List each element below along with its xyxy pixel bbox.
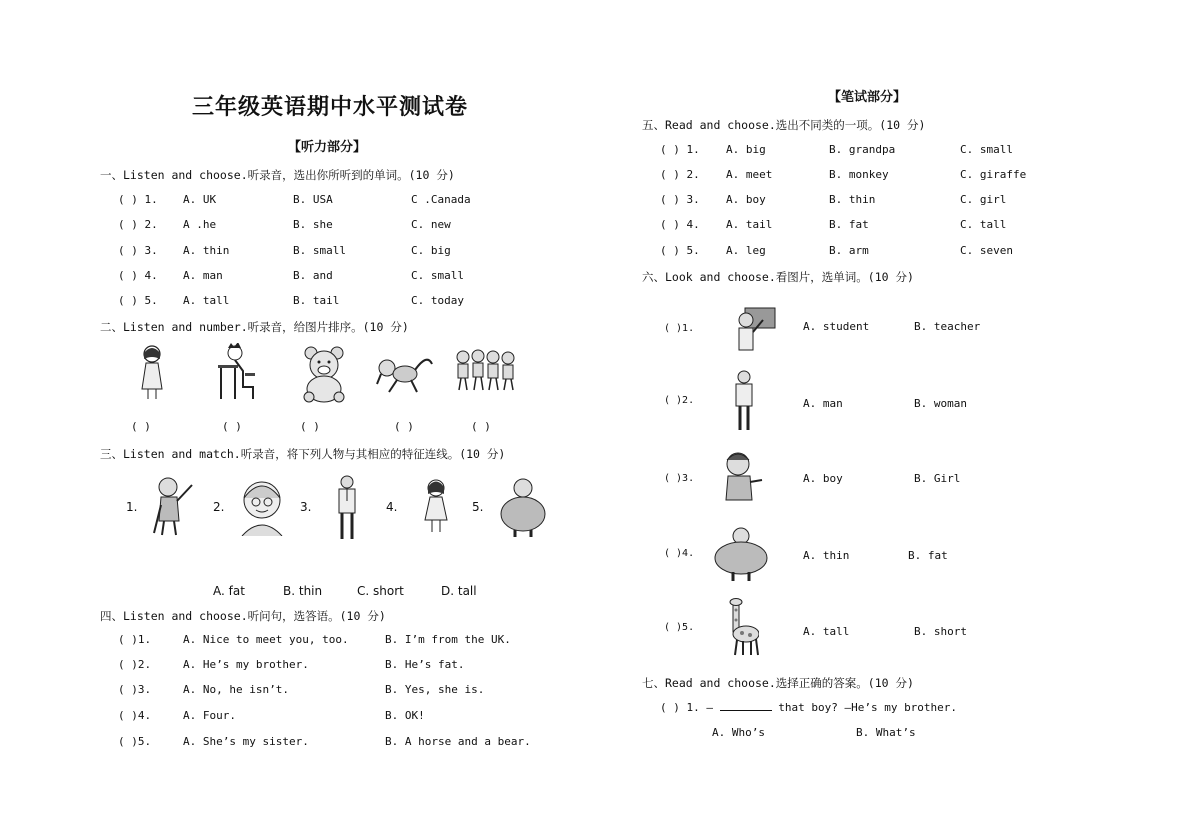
- s4-q3-bracket[interactable]: ( )3.: [118, 683, 152, 696]
- s4-q2-option-b: B. He’s fat.: [385, 658, 465, 671]
- s4-q1-bracket[interactable]: ( )1.: [118, 633, 152, 646]
- s2-bracket-5[interactable]: ( ): [471, 420, 491, 433]
- small-girl-picture: [421, 478, 451, 534]
- s5-q5-bracket[interactable]: ( ) 5.: [660, 244, 700, 257]
- s6-q2-option-a: A. man: [803, 397, 843, 410]
- s5-q2-bracket[interactable]: ( ) 2.: [660, 168, 700, 181]
- s5-q2-option-a: A. meet: [726, 168, 773, 181]
- monkey-picture: [375, 348, 435, 398]
- s5-q3-bracket[interactable]: ( ) 3.: [660, 193, 700, 206]
- s1-q1-option-b: B. USA: [293, 193, 333, 206]
- s5-q4-option-a: A. tail: [726, 218, 773, 231]
- giraffe-picture: [727, 598, 759, 656]
- s1-q1-option-a: A. UK: [183, 193, 217, 206]
- s5-q1-bracket[interactable]: ( ) 1.: [660, 143, 700, 156]
- s4-q2-bracket[interactable]: ( )2.: [118, 658, 152, 671]
- s5-q1-option-b: B. grandpa: [829, 143, 896, 156]
- s1-q4-option-b: B. and: [293, 269, 333, 282]
- s4-q5-option-b: B. A horse and a bear.: [385, 735, 531, 748]
- s6-q1-option-b: B. teacher: [914, 320, 981, 333]
- s2-bracket-1[interactable]: ( ): [131, 420, 151, 433]
- section-4-heading: 四、Listen and choose.听问句，选答语。(10 分): [100, 609, 386, 623]
- s2-bracket-2[interactable]: ( ): [222, 420, 242, 433]
- s3-number-2: 2.: [213, 500, 225, 514]
- s3-option-thin: B. thin: [283, 584, 323, 598]
- boy-picture: [722, 450, 766, 502]
- s5-q4-option-b: B. fat: [829, 218, 869, 231]
- section-2-heading: 二、Listen and number.听录音，给图片排序。(10 分): [100, 320, 409, 334]
- s4-q4-option-b: B. OK!: [385, 709, 425, 722]
- s1-q5-option-c: C. today: [411, 294, 464, 307]
- s6-q4-bracket[interactable]: ( )4.: [664, 548, 695, 559]
- s1-q2-option-b: B. she: [293, 218, 333, 231]
- s1-q3-option-a: A. thin: [183, 244, 230, 257]
- writing-part-heading: 【笔试部分】: [828, 90, 907, 105]
- s3-number-3: 3.: [300, 500, 312, 514]
- s1-q4-bracket[interactable]: ( ) 4.: [118, 269, 158, 282]
- s6-q1-option-a: A. student: [803, 320, 870, 333]
- s1-q5-option-a: A. tall: [183, 294, 230, 307]
- s3-number-1: 1.: [126, 500, 138, 514]
- old-man-picture: [148, 475, 200, 537]
- s7-q1-blank[interactable]: [720, 700, 772, 711]
- s6-q4-option-a: A. thin: [803, 549, 850, 562]
- s5-q5-option-b: B. arm: [829, 244, 869, 257]
- s1-q2-bracket[interactable]: ( ) 2.: [118, 218, 158, 231]
- s1-q3-option-b: B. small: [293, 244, 346, 257]
- s4-q4-option-a: A. Four.: [183, 709, 236, 722]
- s4-q3-option-a: A. No, he isn’t.: [183, 683, 289, 696]
- s5-q1-option-c: C. small: [960, 143, 1013, 156]
- s3-option-fat: A. fat: [213, 584, 245, 598]
- s4-q5-bracket[interactable]: ( )5.: [118, 735, 152, 748]
- s2-bracket-3[interactable]: ( ): [300, 420, 320, 433]
- s3-number-4: 4.: [386, 500, 398, 514]
- section-1-heading: 一、Listen and choose.听录音，选出你所听到的单词。(10 分): [100, 168, 455, 182]
- s6-q2-bracket[interactable]: ( )2.: [664, 395, 695, 406]
- s6-q5-option-b: B. short: [914, 625, 967, 638]
- s6-q3-bracket[interactable]: ( )3.: [664, 473, 695, 484]
- s7-q1: [660, 700, 957, 714]
- s6-q5-option-a: A. tall: [803, 625, 850, 638]
- boy-at-desk-picture: [213, 343, 259, 401]
- s7-q1-bracket[interactable]: ( ) 1. —: [660, 701, 713, 714]
- s3-number-5: 5.: [472, 500, 484, 514]
- s5-q2-option-c: C. giraffe: [960, 168, 1027, 181]
- s6-q3-option-b: B. Girl: [914, 472, 961, 485]
- s1-q1-bracket[interactable]: ( ) 1.: [118, 193, 158, 206]
- s1-q4-option-c: C. small: [411, 269, 464, 282]
- section-7-heading: 七、Read and choose.选择正确的答案。(10 分): [642, 676, 914, 690]
- s4-q1-option-b: B. I’m from the UK.: [385, 633, 511, 646]
- s4-q4-bracket[interactable]: ( )4.: [118, 709, 152, 722]
- teddy-bear-picture: [299, 345, 349, 403]
- children-group-picture: [454, 348, 516, 394]
- s5-q4-option-c: C. tall: [960, 218, 1007, 231]
- fat-man-picture-2: [713, 526, 769, 582]
- s5-q5-option-c: C. seven: [960, 244, 1013, 257]
- s5-q4-bracket[interactable]: ( ) 4.: [660, 218, 700, 231]
- s4-q2-option-a: A. He’s my brother.: [183, 658, 309, 671]
- s7-q1-option-a: A. Who’s: [712, 726, 765, 739]
- listening-part-heading: 【听力部分】: [288, 140, 367, 155]
- s6-q5-bracket[interactable]: ( )5.: [664, 622, 695, 633]
- s5-q1-option-a: A. big: [726, 143, 766, 156]
- s1-q5-option-b: B. tail: [293, 294, 340, 307]
- s1-q4-option-a: A. man: [183, 269, 223, 282]
- s2-bracket-4[interactable]: ( ): [394, 420, 414, 433]
- s5-q2-option-b: B. monkey: [829, 168, 889, 181]
- s4-q3-option-b: B. Yes, she is.: [385, 683, 485, 696]
- s3-option-tall: D. tall: [441, 584, 477, 598]
- s6-q2-option-b: B. woman: [914, 397, 967, 410]
- page-title: 三年级英语期中水平测试卷: [192, 95, 469, 120]
- s7-q1-option-b: B. What’s: [856, 726, 916, 739]
- s5-q3-option-a: A. boy: [726, 193, 766, 206]
- s3-option-short: C. short: [357, 584, 404, 598]
- grandma-picture: [238, 478, 286, 536]
- s6-q1-bracket[interactable]: ( )1.: [664, 323, 695, 334]
- s1-q3-bracket[interactable]: ( ) 3.: [118, 244, 158, 257]
- teacher-picture: [731, 306, 777, 356]
- s4-q5-option-a: A. She’s my sister.: [183, 735, 309, 748]
- s7-q1-rest: that boy? —He’s my brother.: [778, 701, 958, 714]
- s5-q3-option-b: B. thin: [829, 193, 876, 206]
- s1-q2-option-a: A .he: [183, 218, 217, 231]
- s5-q3-option-c: C. girl: [960, 193, 1007, 206]
- s4-q1-option-a: A. Nice to meet you, too.: [183, 633, 349, 646]
- section-5-heading: 五、Read and choose.选出不同类的一项。(10 分): [642, 118, 926, 132]
- s1-q5-bracket[interactable]: ( ) 5.: [118, 294, 158, 307]
- man-picture: [733, 370, 755, 432]
- s1-q3-option-c: C. big: [411, 244, 451, 257]
- s6-q3-option-a: A. boy: [803, 472, 843, 485]
- girl-picture: [137, 345, 167, 401]
- section-6-heading: 六、Look and choose.看图片，选单词。(10 分): [642, 270, 914, 284]
- s1-q2-option-c: C. new: [411, 218, 451, 231]
- s5-q5-option-a: A. leg: [726, 244, 766, 257]
- tall-man-picture: [334, 475, 360, 541]
- s1-q1-option-c: C .Canada: [411, 193, 471, 206]
- fat-man-picture: [497, 476, 549, 538]
- s6-q4-option-b: B. fat: [908, 549, 948, 562]
- section-3-heading: 三、Listen and match.听录音，将下列人物与其相应的特征连线。(10 分): [100, 447, 506, 461]
